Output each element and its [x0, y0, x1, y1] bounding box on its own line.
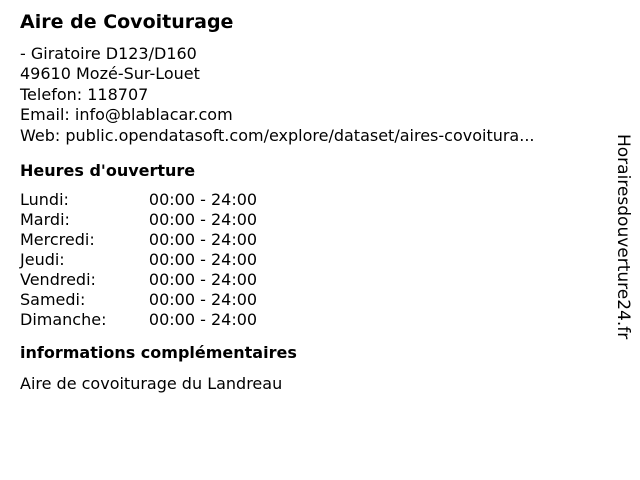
time-range: 00:00 - 24:00: [148, 230, 258, 250]
hours-row-wednesday: [20, 230, 600, 250]
email-line[interactable]: Email: info@blablacar.com: [20, 105, 233, 125]
hours-table: [20, 190, 600, 330]
hours-row-saturday: [20, 290, 600, 310]
time-range: 00:00 - 24:00: [148, 310, 258, 330]
business-card: [20, 8, 600, 394]
day-label: Jeudi:: [20, 250, 65, 270]
hours-row-sunday: [20, 310, 600, 330]
hours-heading: Heures d'ouverture: [20, 161, 196, 181]
address-block: [20, 44, 600, 146]
time-range: 00:00 - 24:00: [148, 190, 258, 210]
time-range: 00:00 - 24:00: [148, 270, 258, 290]
hours-row-thursday: [20, 250, 600, 270]
day-label: Vendredi:: [20, 270, 96, 290]
day-label: Mercredi:: [20, 230, 95, 250]
day-label: Mardi:: [20, 210, 70, 230]
info-text: Aire de covoiturage du Landreau: [20, 374, 283, 394]
phone-line[interactable]: Telefon: 118707: [20, 84, 149, 104]
time-range: 00:00 - 24:00: [148, 290, 258, 310]
time-range: 00:00 - 24:00: [148, 250, 258, 270]
day-label: Samedi:: [20, 290, 86, 310]
info-heading: informations complémentaires: [20, 343, 297, 363]
day-label: Dimanche:: [20, 310, 107, 330]
hours-row-friday: [20, 270, 600, 290]
hours-row-tuesday: [20, 210, 600, 230]
street-line: - Giratoire D123/D160: [20, 44, 197, 63]
time-range: 00:00 - 24:00: [148, 210, 258, 230]
hours-row-monday: [20, 190, 600, 210]
page-title: Aire de Covoiturage: [20, 11, 234, 33]
city-line: 49610 Mozé-Sur-Louet: [20, 64, 200, 84]
web-line[interactable]: Web: public.opendatasoft.com/explore/dataset/aires-covoitura...: [20, 125, 535, 145]
site-watermark: Horairesdouverture24.fr: [613, 134, 633, 340]
day-label: Lundi:: [20, 190, 69, 210]
